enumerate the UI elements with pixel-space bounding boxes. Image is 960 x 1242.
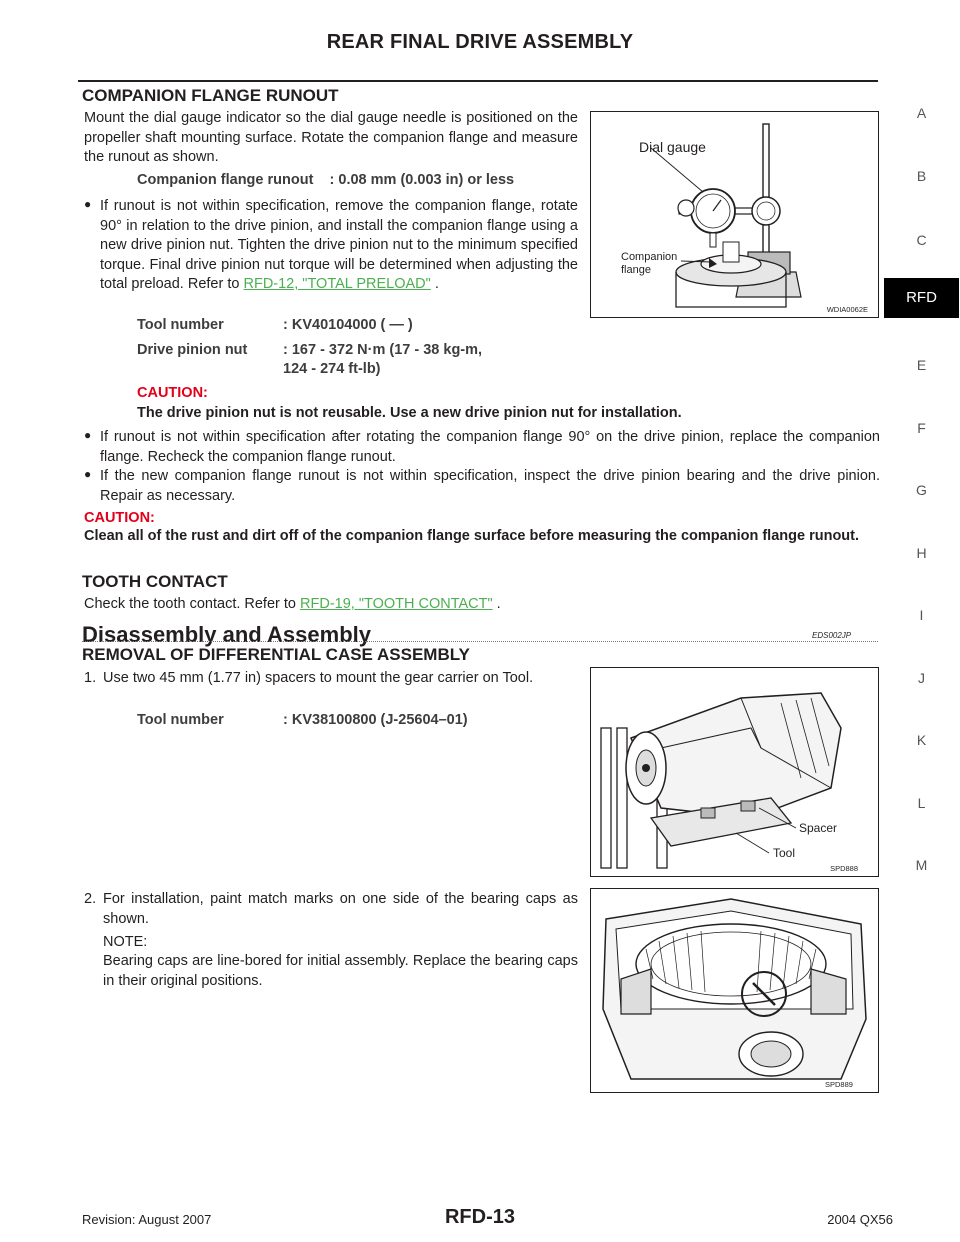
figure-3-code: SPD889 — [825, 1080, 853, 1089]
index-letter-l[interactable]: L — [917, 795, 926, 811]
bullet-dot-icon: ● — [84, 197, 92, 211]
spec-tool-1 — [137, 316, 587, 335]
spec-nut-value: : 167 - 372 N·m (17 - 38 kg-m, — [283, 342, 483, 358]
index-letter-c[interactable]: C — [916, 232, 927, 248]
caution-2-text: Clean all of the rust and dirt off of the companion flange surface before measuring the companion flange runout. — [84, 528, 860, 544]
index-letter-i[interactable]: I — [919, 607, 924, 623]
label-companion: Companion — [621, 251, 678, 263]
spec-nut-value2: 124 - 274 ft-lb) — [283, 361, 381, 377]
spec-runout-label: Companion flange runout — [137, 172, 314, 188]
bullet-3-text: If the new companion flange runout is not within specification, inspect the drive pinion bearing and the drive pinion. Repair as necessary. — [100, 468, 880, 504]
index-letter-k[interactable]: K — [916, 732, 927, 748]
note-heading: NOTE: — [103, 934, 148, 950]
step-1-text: Use two 45 mm (1.77 in) spacers to mount the gear carrier on Tool. — [103, 670, 534, 686]
spec-tool-2 — [137, 711, 587, 730]
index-letter-e[interactable]: E — [916, 357, 927, 373]
bullet-dot-icon: ● — [84, 467, 92, 481]
figure-1-code: WDIA0062E — [826, 305, 868, 314]
index-letter-h[interactable]: H — [916, 545, 927, 561]
label-tool: Tool — [773, 846, 796, 860]
link-tooth-contact[interactable]: RFD-19, "TOOTH CONTACT" — [300, 596, 493, 612]
index-letter-a[interactable]: A — [916, 105, 927, 121]
bullet-2 — [84, 428, 880, 467]
bullet-1-text: If runout is not within specification, remove the companion flange, rotate 90° in relation to the drive pinion, and install the companion flange using a new drive pinion nut. Tighten the drive pinion nut to the minimum specified torque. Final drive pinion nut torque will be determined when adjusting the total preload. Refer to — [100, 198, 578, 292]
spec-nut-label: Drive pinion nut — [137, 342, 248, 358]
dial-gauge-illustration — [591, 112, 878, 317]
figure-2-code: SPD888 — [830, 864, 858, 873]
bullet-1-paragraph — [100, 197, 578, 295]
bullet-dot-icon: ● — [84, 428, 92, 442]
footer-page-number: RFD-13 — [444, 1206, 515, 1228]
caution-1-text: The drive pinion nut is not reusable. Use a new drive pinion nut for installation. — [137, 405, 682, 421]
header-rule — [78, 80, 878, 82]
note-text: Bearing caps are line-bored for initial assembly. Replace the bearing caps in their original positions. — [103, 953, 578, 989]
link-total-preload[interactable]: RFD-12, "TOTAL PRELOAD" — [243, 276, 431, 292]
heading-disassembly-assembly: Disassembly and Assembly — [82, 622, 371, 647]
heading-tooth-contact: TOOTH CONTACT — [82, 572, 228, 591]
bullet-1 — [84, 197, 578, 295]
figure-gear-carrier — [590, 667, 879, 877]
tooth-contact-paragraph — [84, 595, 784, 615]
bearing-caps-illustration — [591, 889, 878, 1092]
step-1-number: 1. — [84, 670, 97, 686]
caution-2-heading: CAUTION: — [84, 510, 155, 526]
index-letter-b[interactable]: B — [916, 168, 927, 184]
index-letter-g[interactable]: G — [916, 482, 927, 498]
label-dial-gauge: Dial gauge — [639, 139, 706, 155]
bullet-3 — [84, 467, 880, 506]
figure-dial-gauge — [590, 111, 879, 318]
caution-1-heading: CAUTION: — [137, 385, 208, 401]
label-spacer: Spacer — [799, 821, 838, 835]
index-letter-j[interactable]: J — [918, 670, 925, 686]
bullet-1-end: . — [434, 276, 439, 292]
figure-bearing-caps — [590, 888, 879, 1093]
step-2-number: 2. — [84, 891, 97, 907]
heading-removal-differential: REMOVAL OF DIFFERENTIAL CASE ASSEMBLY — [82, 645, 470, 664]
spec-drive-pinion-nut — [137, 341, 587, 379]
page-title: REAR FINAL DRIVE ASSEMBLY — [326, 31, 634, 53]
spec-runout-value: : 0.08 mm (0.003 in) or less — [329, 172, 515, 188]
bullet-2-text: If runout is not within specification after rotating the companion flange 90° on the drive pinion, replace the companion flange. Recheck the companion flange runout. — [100, 429, 880, 465]
gear-carrier-illustration — [591, 668, 878, 876]
index-tab-rfd[interactable]: RFD — [884, 278, 959, 318]
intro-paragraph: Mount the dial gauge indicator so the dial gauge needle is positioned on the propeller shaft mounting surface. Rotate the companion flange and measure the runout as shown. — [84, 110, 578, 165]
tooth-contact-end: . — [496, 596, 501, 612]
spec-tool-2-label: Tool number — [137, 712, 224, 728]
heading-companion-flange-runout: COMPANION FLANGE RUNOUT — [82, 86, 339, 105]
tooth-contact-text: Check the tooth contact. Refer to — [84, 596, 296, 612]
spec-tool-2-value: : KV38100800 (J-25604–01) — [283, 712, 468, 728]
spec-runout — [137, 171, 587, 190]
spec-tool-1-label: Tool number — [137, 317, 224, 333]
section-divider — [82, 641, 878, 643]
spec-tool-1-value: : KV40104000 ( — ) — [283, 317, 413, 333]
label-flange: flange — [621, 264, 651, 276]
footer-revision: Revision: August 2007 — [82, 1212, 212, 1227]
footer-model: 2004 QX56 — [827, 1212, 893, 1227]
index-letter-f[interactable]: F — [917, 420, 926, 436]
step-2-text: For installation, paint match marks on one side of the bearing caps as shown. — [103, 891, 578, 927]
index-letter-m[interactable]: M — [915, 857, 928, 873]
section-code: EDS002JP — [812, 631, 852, 640]
